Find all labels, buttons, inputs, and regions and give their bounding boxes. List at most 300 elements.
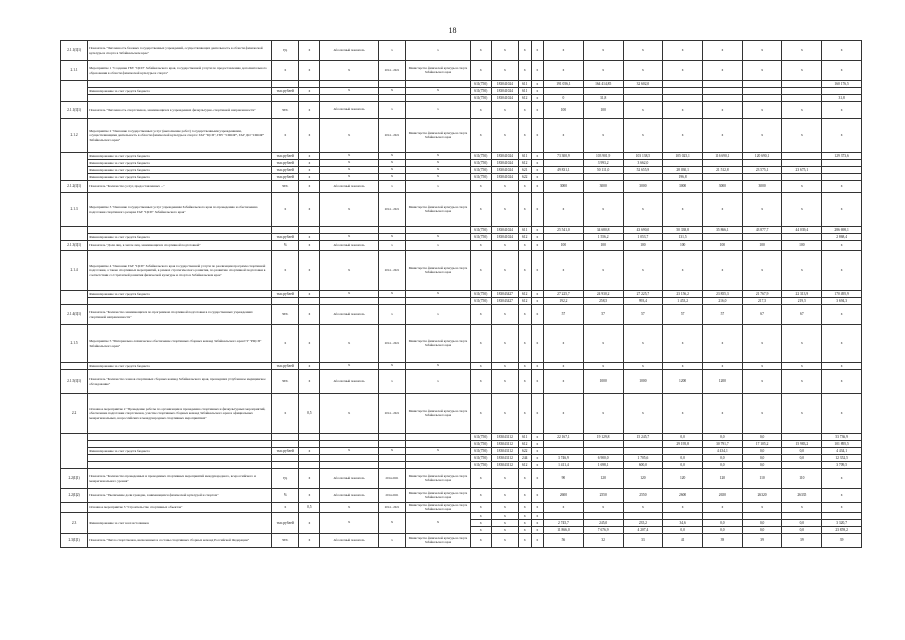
- row-value: х: [822, 503, 862, 513]
- row-value: х: [703, 119, 743, 153]
- row-value: [782, 153, 822, 160]
- row-description: [88, 298, 272, 305]
- row-executor: Министерство физической культуры и спорта Забайкальского края: [406, 61, 471, 81]
- row-kbk-csr: х: [491, 394, 518, 434]
- row-description: Финансирование за счет средств бюджета: [88, 88, 272, 95]
- row-value: х: [782, 119, 822, 153]
- row-unit: тыс.рублей: [272, 153, 299, 160]
- row-value: х: [623, 119, 663, 153]
- row-value: [782, 462, 822, 469]
- row-kbk-vr: х: [518, 527, 531, 534]
- row-kbk-other: х: [531, 61, 544, 81]
- row-value: х: [822, 363, 862, 370]
- table-row: [61, 534, 862, 548]
- row-value: 100: [583, 241, 623, 251]
- row-value: [623, 88, 663, 95]
- row-executor: х: [406, 102, 471, 119]
- row-value: х: [742, 363, 782, 370]
- row-period: 2014-2021: [378, 469, 405, 489]
- row-kbk-vr: 622: [518, 448, 531, 455]
- row-kbk-vr: 611: [518, 434, 531, 441]
- row-value: х: [742, 61, 782, 81]
- row-value: 216,0: [703, 298, 743, 305]
- row-kbk-csr: х: [491, 181, 518, 193]
- row-value: 120: [583, 469, 623, 489]
- row-kbk-csr: 183041024: [491, 234, 518, 241]
- row-value: 1000: [623, 370, 663, 394]
- row-kbk-grbs: х: [470, 119, 491, 153]
- row-value: 103 138,5: [623, 153, 663, 160]
- row-kbk-grbs: х: [470, 61, 491, 81]
- row-basis: Абсолютный показатель: [320, 41, 379, 61]
- row-unit: [272, 462, 299, 469]
- table-row: [61, 298, 862, 305]
- row-executor: х: [406, 181, 471, 193]
- row-period: 2014 - 2021: [378, 193, 405, 227]
- row-value: [703, 95, 743, 102]
- row-value: х: [623, 363, 663, 370]
- row-weight: х: [299, 88, 320, 95]
- row-value: 6 900,0: [583, 455, 623, 462]
- table-row: [61, 234, 862, 241]
- row-kbk-other: х: [531, 160, 544, 167]
- row-basis: Х: [320, 363, 379, 370]
- row-code: [61, 81, 88, 102]
- row-kbk-csr: х: [491, 370, 518, 394]
- row-value: 3000: [623, 181, 663, 193]
- row-value: х: [544, 370, 584, 394]
- row-basis: [320, 462, 379, 469]
- row-period: х: [378, 41, 405, 61]
- row-weight: 0,5: [299, 394, 320, 434]
- row-kbk-csr: х: [491, 363, 518, 370]
- row-period: [378, 227, 405, 234]
- table-row: [61, 448, 862, 455]
- row-kbk-csr: 183043112: [491, 434, 518, 441]
- row-value: 50 338,8: [663, 227, 703, 234]
- row-kbk-grbs: 611(750): [470, 95, 491, 102]
- row-value: 100: [544, 102, 584, 119]
- row-period: [378, 298, 405, 305]
- row-value: [742, 88, 782, 95]
- row-period: [378, 434, 405, 441]
- table-row: [61, 434, 862, 441]
- row-code: 2.1.5(Ц1): [61, 370, 88, 394]
- row-value: х: [663, 363, 703, 370]
- row-value: х: [703, 193, 743, 227]
- row-value: х: [663, 503, 703, 513]
- row-basis: Абсолютный показатель: [320, 241, 379, 251]
- row-value: х: [663, 251, 703, 291]
- row-period: Х: [378, 88, 405, 95]
- row-weight: х: [299, 234, 320, 241]
- table-row: [61, 61, 862, 81]
- row-value: 3000: [583, 181, 623, 193]
- row-value: 0,0: [782, 520, 822, 527]
- row-value: [703, 234, 743, 241]
- row-value: х: [623, 251, 663, 291]
- row-executor: Министерство физической культуры и спорта Забайкальского края: [406, 394, 471, 434]
- row-description: Показатель "Количество проведенных и проводимых спортивных мероприятий международного, всероссийского и межрегионального уровня": [88, 469, 272, 489]
- row-executor: х: [406, 305, 471, 325]
- row-value: 0,0: [663, 527, 703, 534]
- table-row: [61, 363, 862, 370]
- row-value: 0,0: [663, 462, 703, 469]
- row-value: 2 745,7: [544, 520, 584, 527]
- row-kbk-other: х: [531, 441, 544, 448]
- row-value: х: [583, 119, 623, 153]
- row-value: [703, 81, 743, 88]
- row-value: 131,5: [663, 234, 703, 241]
- table-row: [61, 370, 862, 394]
- row-kbk-grbs: х: [470, 527, 491, 534]
- row-kbk-other: х: [531, 88, 544, 95]
- row-value: 56: [544, 534, 584, 548]
- row-code: 2.1.1(Ц1): [61, 41, 88, 61]
- row-value: х: [822, 193, 862, 227]
- row-kbk-vr: 612: [518, 462, 531, 469]
- row-basis: Х: [320, 88, 379, 95]
- row-value: 73 300,9: [544, 153, 584, 160]
- row-kbk-csr: х: [491, 489, 518, 503]
- row-kbk-vr: х: [518, 41, 531, 61]
- row-unit: х: [272, 61, 299, 81]
- row-value: 3 993,2: [583, 160, 623, 167]
- row-kbk-vr: 622: [518, 174, 531, 181]
- row-weight: [299, 441, 320, 448]
- row-period: [378, 455, 405, 462]
- row-value: х: [544, 394, 584, 434]
- row-value: 245,0: [583, 520, 623, 527]
- row-kbk-csr: х: [491, 527, 518, 534]
- row-kbk-other: х: [531, 102, 544, 119]
- row-value: 103 901,9: [583, 153, 623, 160]
- row-value: 0,0: [742, 455, 782, 462]
- row-unit: тыс.рублей: [272, 363, 299, 370]
- row-kbk-grbs: х: [470, 181, 491, 193]
- row-kbk-vr: х: [518, 102, 531, 119]
- row-value: 27 225,7: [544, 291, 584, 298]
- row-basis: Х: [320, 291, 379, 298]
- row-value: [623, 448, 663, 455]
- row-period: х: [378, 181, 405, 193]
- row-kbk-grbs: 611(750): [470, 455, 491, 462]
- row-kbk-grbs: 611(750): [470, 441, 491, 448]
- row-kbk-vr: 244: [518, 455, 531, 462]
- row-kbk-grbs: х: [470, 469, 491, 489]
- row-executor: х: [406, 370, 471, 394]
- row-value: х: [822, 489, 862, 503]
- row-unit: х: [272, 503, 299, 513]
- row-value: 15 245,7: [623, 434, 663, 441]
- row-executor: Х: [406, 88, 471, 95]
- row-weight: х: [299, 153, 320, 160]
- row-basis: Абсолютный показатель: [320, 181, 379, 193]
- row-value: [782, 81, 822, 88]
- row-weight: х: [299, 489, 320, 503]
- row-basis: Абсолютный показатель: [320, 370, 379, 394]
- row-value: 0,0: [742, 462, 782, 469]
- row-value: [742, 81, 782, 88]
- row-description: Мероприятие 5 "Материально-техническое обеспечение спортивных сборных команд Забайкальского края ГУ "РЦСП" Забайкальского края": [88, 325, 272, 363]
- row-value: 24 930,2: [583, 291, 623, 298]
- row-kbk-csr: 183041024: [491, 153, 518, 160]
- row-value: 23 855,3: [703, 291, 743, 298]
- row-value: 39: [742, 534, 782, 548]
- row-executor: [406, 434, 471, 441]
- row-weight: х: [299, 305, 320, 325]
- row-value: 22 167,1: [544, 434, 584, 441]
- row-value: [703, 160, 743, 167]
- row-period: х: [378, 241, 405, 251]
- row-period: 2014 - 2021: [378, 325, 405, 363]
- row-value: х: [782, 363, 822, 370]
- row-value: 30 791,7: [703, 441, 743, 448]
- row-value: [583, 513, 623, 520]
- row-value: х: [742, 41, 782, 61]
- row-value: 217,5: [742, 298, 782, 305]
- row-value: [822, 174, 862, 181]
- row-value: х: [822, 469, 862, 489]
- row-kbk-grbs: х: [470, 503, 491, 513]
- row-executor: Министерство физической культуры и спорта Забайкальского края: [406, 251, 471, 291]
- row-value: х: [623, 61, 663, 81]
- table-row: [61, 291, 862, 298]
- row-value: х: [583, 251, 623, 291]
- row-value: 19 129,8: [583, 434, 623, 441]
- row-value: [663, 160, 703, 167]
- row-value: х: [623, 394, 663, 434]
- row-executor: Министерство физической культуры и спорта Забайкальского края: [406, 119, 471, 153]
- row-basis: Х: [320, 160, 379, 167]
- row-value: х: [822, 61, 862, 81]
- row-weight: х: [299, 251, 320, 291]
- table-body: [61, 41, 862, 548]
- row-value: 3000: [703, 181, 743, 193]
- row-value: [544, 441, 584, 448]
- row-code: 2.1.1: [61, 61, 88, 81]
- row-value: х: [822, 251, 862, 291]
- row-value: [623, 513, 663, 520]
- row-value: х: [822, 394, 862, 434]
- row-period: Х: [378, 448, 405, 455]
- row-kbk-grbs: х: [470, 251, 491, 291]
- row-kbk-other: х: [531, 298, 544, 305]
- row-kbk-grbs: х: [470, 193, 491, 227]
- row-value: 3 320,7: [822, 520, 862, 527]
- row-value: 57: [583, 305, 623, 325]
- table-row: [61, 119, 862, 153]
- row-value: 21 767,9: [742, 291, 782, 298]
- row-value: 21 512,8: [703, 167, 743, 174]
- row-code: 2.2: [61, 394, 88, 434]
- row-kbk-other: х: [531, 434, 544, 441]
- row-value: 0,0: [703, 520, 743, 527]
- row-kbk-csr: х: [491, 119, 518, 153]
- row-value: х: [703, 394, 743, 434]
- row-value: [544, 448, 584, 455]
- row-value: х: [782, 325, 822, 363]
- row-value: 1000: [583, 370, 623, 394]
- row-value: 219,5: [782, 298, 822, 305]
- row-weight: х: [299, 370, 320, 394]
- row-unit: тыс.рублей: [272, 448, 299, 455]
- table-row: [61, 441, 862, 448]
- row-kbk-other: х: [531, 520, 544, 527]
- row-value: [623, 95, 663, 102]
- row-value: 0,0: [742, 527, 782, 534]
- row-value: 41: [663, 534, 703, 548]
- table-row: [61, 489, 862, 503]
- row-executor: [406, 455, 471, 462]
- row-value: [782, 95, 822, 102]
- row-kbk-csr: 183043112: [491, 441, 518, 448]
- row-code: 2.1.5: [61, 325, 88, 363]
- row-kbk-other: х: [531, 469, 544, 489]
- row-weight: х: [299, 167, 320, 174]
- row-value: 2550: [583, 489, 623, 503]
- row-kbk-csr: х: [491, 534, 518, 548]
- row-value: 1 453,2: [663, 298, 703, 305]
- row-weight: [299, 95, 320, 102]
- row-kbk-vr: х: [518, 251, 531, 291]
- row-basis: Абсолютный показатель: [320, 305, 379, 325]
- row-basis: Х: [320, 167, 379, 174]
- row-value: 0,0: [782, 527, 822, 534]
- row-value: [822, 513, 862, 520]
- row-unit: тыс.рублей: [272, 167, 299, 174]
- row-weight: х: [299, 181, 320, 193]
- row-kbk-vr: х: [518, 520, 531, 527]
- row-code: 2.1.4(Ц1): [61, 305, 88, 325]
- row-description: Финансирование за счет средств бюджета: [88, 363, 272, 370]
- table-row: [61, 305, 862, 325]
- row-value: 31,8: [822, 95, 862, 102]
- row-period: 2014 - 2021: [378, 119, 405, 153]
- row-kbk-vr: х: [518, 119, 531, 153]
- row-unit: [272, 95, 299, 102]
- table-row: [61, 160, 862, 167]
- row-kbk-csr: х: [491, 251, 518, 291]
- row-value: [742, 95, 782, 102]
- row-value: 23 575,1: [742, 167, 782, 174]
- row-weight: [299, 462, 320, 469]
- row-weight: х: [299, 291, 320, 298]
- row-kbk-grbs: х: [470, 325, 491, 363]
- row-kbk-csr: х: [491, 503, 518, 513]
- row-value: х: [742, 119, 782, 153]
- row-value: 110: [742, 469, 782, 489]
- row-weight: х: [299, 160, 320, 167]
- row-value: 1 556,2: [583, 234, 623, 241]
- row-kbk-other: х: [531, 193, 544, 227]
- row-value: х: [663, 325, 703, 363]
- row-value: 100: [623, 241, 663, 251]
- row-basis: [320, 227, 379, 234]
- page-number: 18: [448, 26, 457, 35]
- row-kbk-csr: 183043112: [491, 462, 518, 469]
- row-value: х: [583, 325, 623, 363]
- row-kbk-vr: х: [518, 181, 531, 193]
- table-row: [61, 102, 862, 119]
- row-kbk-vr: 612: [518, 234, 531, 241]
- row-value: [544, 234, 584, 241]
- row-value: х: [623, 325, 663, 363]
- row-executor: [406, 95, 471, 102]
- row-kbk-grbs: 611(750): [470, 448, 491, 455]
- row-kbk-other: х: [531, 394, 544, 434]
- row-value: 0,0: [663, 434, 703, 441]
- row-unit: [272, 441, 299, 448]
- row-kbk-vr: х: [518, 469, 531, 489]
- row-code: 2.3: [61, 513, 88, 534]
- row-value: 2 868,4: [822, 234, 862, 241]
- row-value: 3000: [742, 181, 782, 193]
- row-value: 0,0: [703, 527, 743, 534]
- row-basis: Х: [320, 61, 379, 81]
- row-unit: чел.: [272, 534, 299, 548]
- row-kbk-vr: х: [518, 193, 531, 227]
- row-value: х: [742, 394, 782, 434]
- row-value: 0,0: [742, 434, 782, 441]
- row-kbk-vr: х: [518, 363, 531, 370]
- row-kbk-csr: 183041024: [491, 174, 518, 181]
- row-value: х: [703, 61, 743, 81]
- row-value: х: [583, 363, 623, 370]
- row-executor: Министерство физической культуры и спорта Забайкальского края: [406, 489, 471, 503]
- row-unit: тыс.рублей: [272, 160, 299, 167]
- row-description: Мероприятие 1 "Создание ГБУ "ЦСП" Забайкальского края, государственной услуги по предоставлению дополнительного образования в области физической культуры и спорта": [88, 61, 272, 81]
- row-kbk-other: х: [531, 167, 544, 174]
- row-value: 3000: [544, 181, 584, 193]
- row-period: [378, 95, 405, 102]
- row-value: [544, 160, 584, 167]
- row-kbk-csr: 183043427: [491, 291, 518, 298]
- row-value: х: [703, 325, 743, 363]
- row-period: 2014-2021: [378, 489, 405, 503]
- row-executor: Министерство физической культуры и спорта Забайкальского края: [406, 325, 471, 363]
- row-executor: Министерство физической культуры и спорта Забайкальского края: [406, 469, 471, 489]
- row-value: 0,0: [782, 455, 822, 462]
- row-value: 0,0: [703, 462, 743, 469]
- row-value: 27 225,7: [623, 291, 663, 298]
- row-basis: Абсолютный показатель: [320, 102, 379, 119]
- row-kbk-grbs: 611(750): [470, 167, 491, 174]
- row-kbk-csr: х: [491, 193, 518, 227]
- row-value: х: [703, 251, 743, 291]
- row-value: 4 434,1: [822, 448, 862, 455]
- row-value: х: [782, 193, 822, 227]
- row-code: 2.2(Ц1): [61, 469, 88, 489]
- row-value: [544, 513, 584, 520]
- row-unit: тыс.рублей: [272, 291, 299, 298]
- row-kbk-csr: 183041024: [491, 160, 518, 167]
- row-code: [61, 227, 88, 241]
- row-basis: Х: [320, 513, 379, 534]
- row-kbk-vr: 612: [518, 95, 531, 102]
- row-kbk-csr: х: [491, 469, 518, 489]
- row-basis: Х: [320, 325, 379, 363]
- row-value: 196,8: [663, 174, 703, 181]
- row-executor: Министерство физической культуры и спорта Забайкальского края: [406, 503, 471, 513]
- row-value: 0,0: [742, 520, 782, 527]
- row-kbk-csr: х: [491, 520, 518, 527]
- row-value: 26335: [782, 489, 822, 503]
- row-kbk-other: х: [531, 370, 544, 394]
- row-code: 2.1.2: [61, 119, 88, 153]
- row-code: 2.1.1(Ц1): [61, 102, 88, 119]
- row-code: 2.1.2(Ц1): [61, 181, 88, 193]
